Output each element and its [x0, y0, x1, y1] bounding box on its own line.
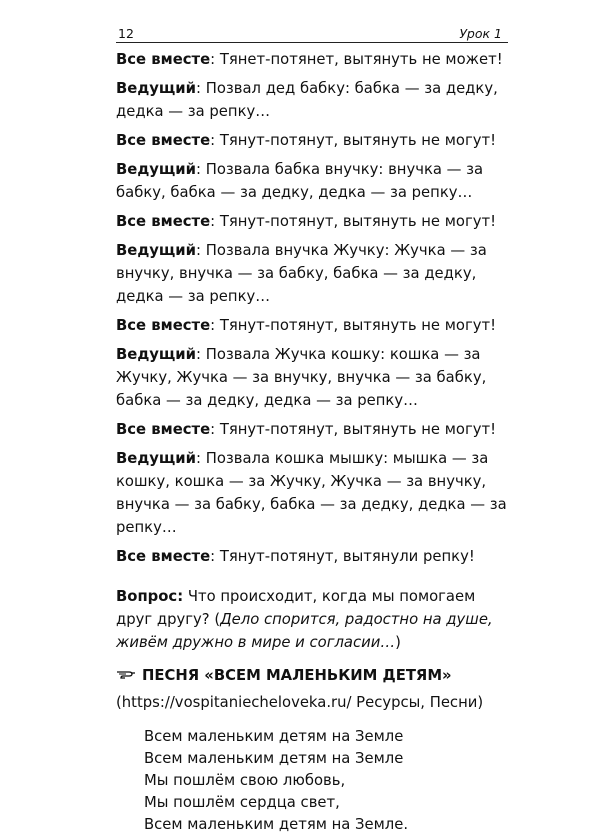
line-text: : Тянут-потянут, вытянуть не могут!	[210, 317, 497, 334]
dialogue-line	[116, 48, 508, 71]
dialogue-line	[116, 447, 508, 539]
song-title	[116, 664, 508, 687]
question-close: )	[395, 634, 401, 651]
speaker-label: Ведущий	[116, 80, 197, 97]
dialogue-line	[116, 314, 508, 337]
page-content	[116, 48, 508, 836]
line-text: : Тянут-потянут, вытянуть не могут!	[210, 132, 497, 149]
speaker-label: Ведущий	[116, 161, 197, 178]
dialogue-line	[116, 158, 508, 204]
verse-line: Всем маленьким детям на Земле	[144, 728, 404, 745]
dialogue-line	[116, 77, 508, 123]
question-text: Что происходит, когда мы помогаем друг другу? (	[116, 588, 476, 628]
line-text: : Тянет-потянет, вытянуть не может!	[210, 51, 503, 68]
line-text: : Позвала кошка мышку: мышка — за кошку, кошка — за Жучку, Жучка — за внучку, внучка — за бабку, бабка — за дедку, дедка — за репку…	[116, 450, 507, 536]
line-text: : Позвал дед бабку: бабка — за дедку, дедка — за репку…	[116, 80, 498, 120]
speaker-label: Все вместе	[116, 213, 211, 230]
question-label: Вопрос:	[116, 588, 184, 605]
verse-line: Всем маленьким детям на Земле	[144, 750, 404, 767]
dialogue-line	[116, 239, 508, 308]
verse-line: Мы пошлём свою любовь,	[144, 772, 346, 789]
line-text: : Тянут-потянут, вытянуть не могут!	[210, 421, 497, 438]
page-number: 12	[118, 26, 134, 41]
lesson-label: Урок 1	[459, 26, 502, 41]
speaker-label: Все вместе	[116, 132, 211, 149]
song-source: (https://vospitaniecheloveka.ru/ Ресурсы, Песни)	[116, 694, 484, 711]
dialogue-line	[116, 210, 508, 233]
song-title-text: ПЕСНЯ «ВСЕМ МАЛЕНЬКИМ ДЕТЯМ»	[142, 667, 452, 684]
verse-line: Мы пошлём сердца свет,	[144, 794, 340, 811]
page-header	[116, 22, 508, 43]
question-answer: Дело спорится, радостно на душе, живём дружно в мире и согласии…	[116, 611, 493, 651]
dialogue-line	[116, 129, 508, 152]
question-block	[116, 585, 508, 654]
speaker-label: Ведущий	[116, 450, 197, 467]
line-text: : Позвала Жучка кошку: кошка — за Жучку, Жучка — за внучку, внучка — за бабку, бабка — за дедку, дедка — за репку…	[116, 346, 487, 409]
line-text: : Тянут-потянут, вытянуть не могут!	[210, 213, 497, 230]
line-text: : Позвала внучка Жучку: Жучка — за внучку, внучка — за бабку, бабка — за дедку, дедка — за репку…	[116, 242, 487, 305]
speaker-label: Все вместе	[116, 51, 211, 68]
song-verse	[116, 726, 508, 836]
speaker-label: Ведущий	[116, 242, 197, 259]
speaker-label: Ведущий	[116, 346, 197, 363]
pointing-hand-icon	[116, 664, 136, 687]
dialogue-line	[116, 343, 508, 412]
dialogue-line	[116, 418, 508, 441]
speaker-label: Все вместе	[116, 317, 211, 334]
speaker-label: Все вместе	[116, 421, 211, 438]
line-text: : Тянут-потянут, вытянули репку!	[210, 548, 475, 565]
speaker-label: Все вместе	[116, 548, 211, 565]
verse-line: Всем маленьким детям на Земле.	[144, 816, 409, 833]
line-text: : Позвала бабка внучку: внучка — за бабку, бабка — за дедку, дедка — за репку…	[116, 161, 484, 201]
dialogue-line	[116, 545, 508, 568]
